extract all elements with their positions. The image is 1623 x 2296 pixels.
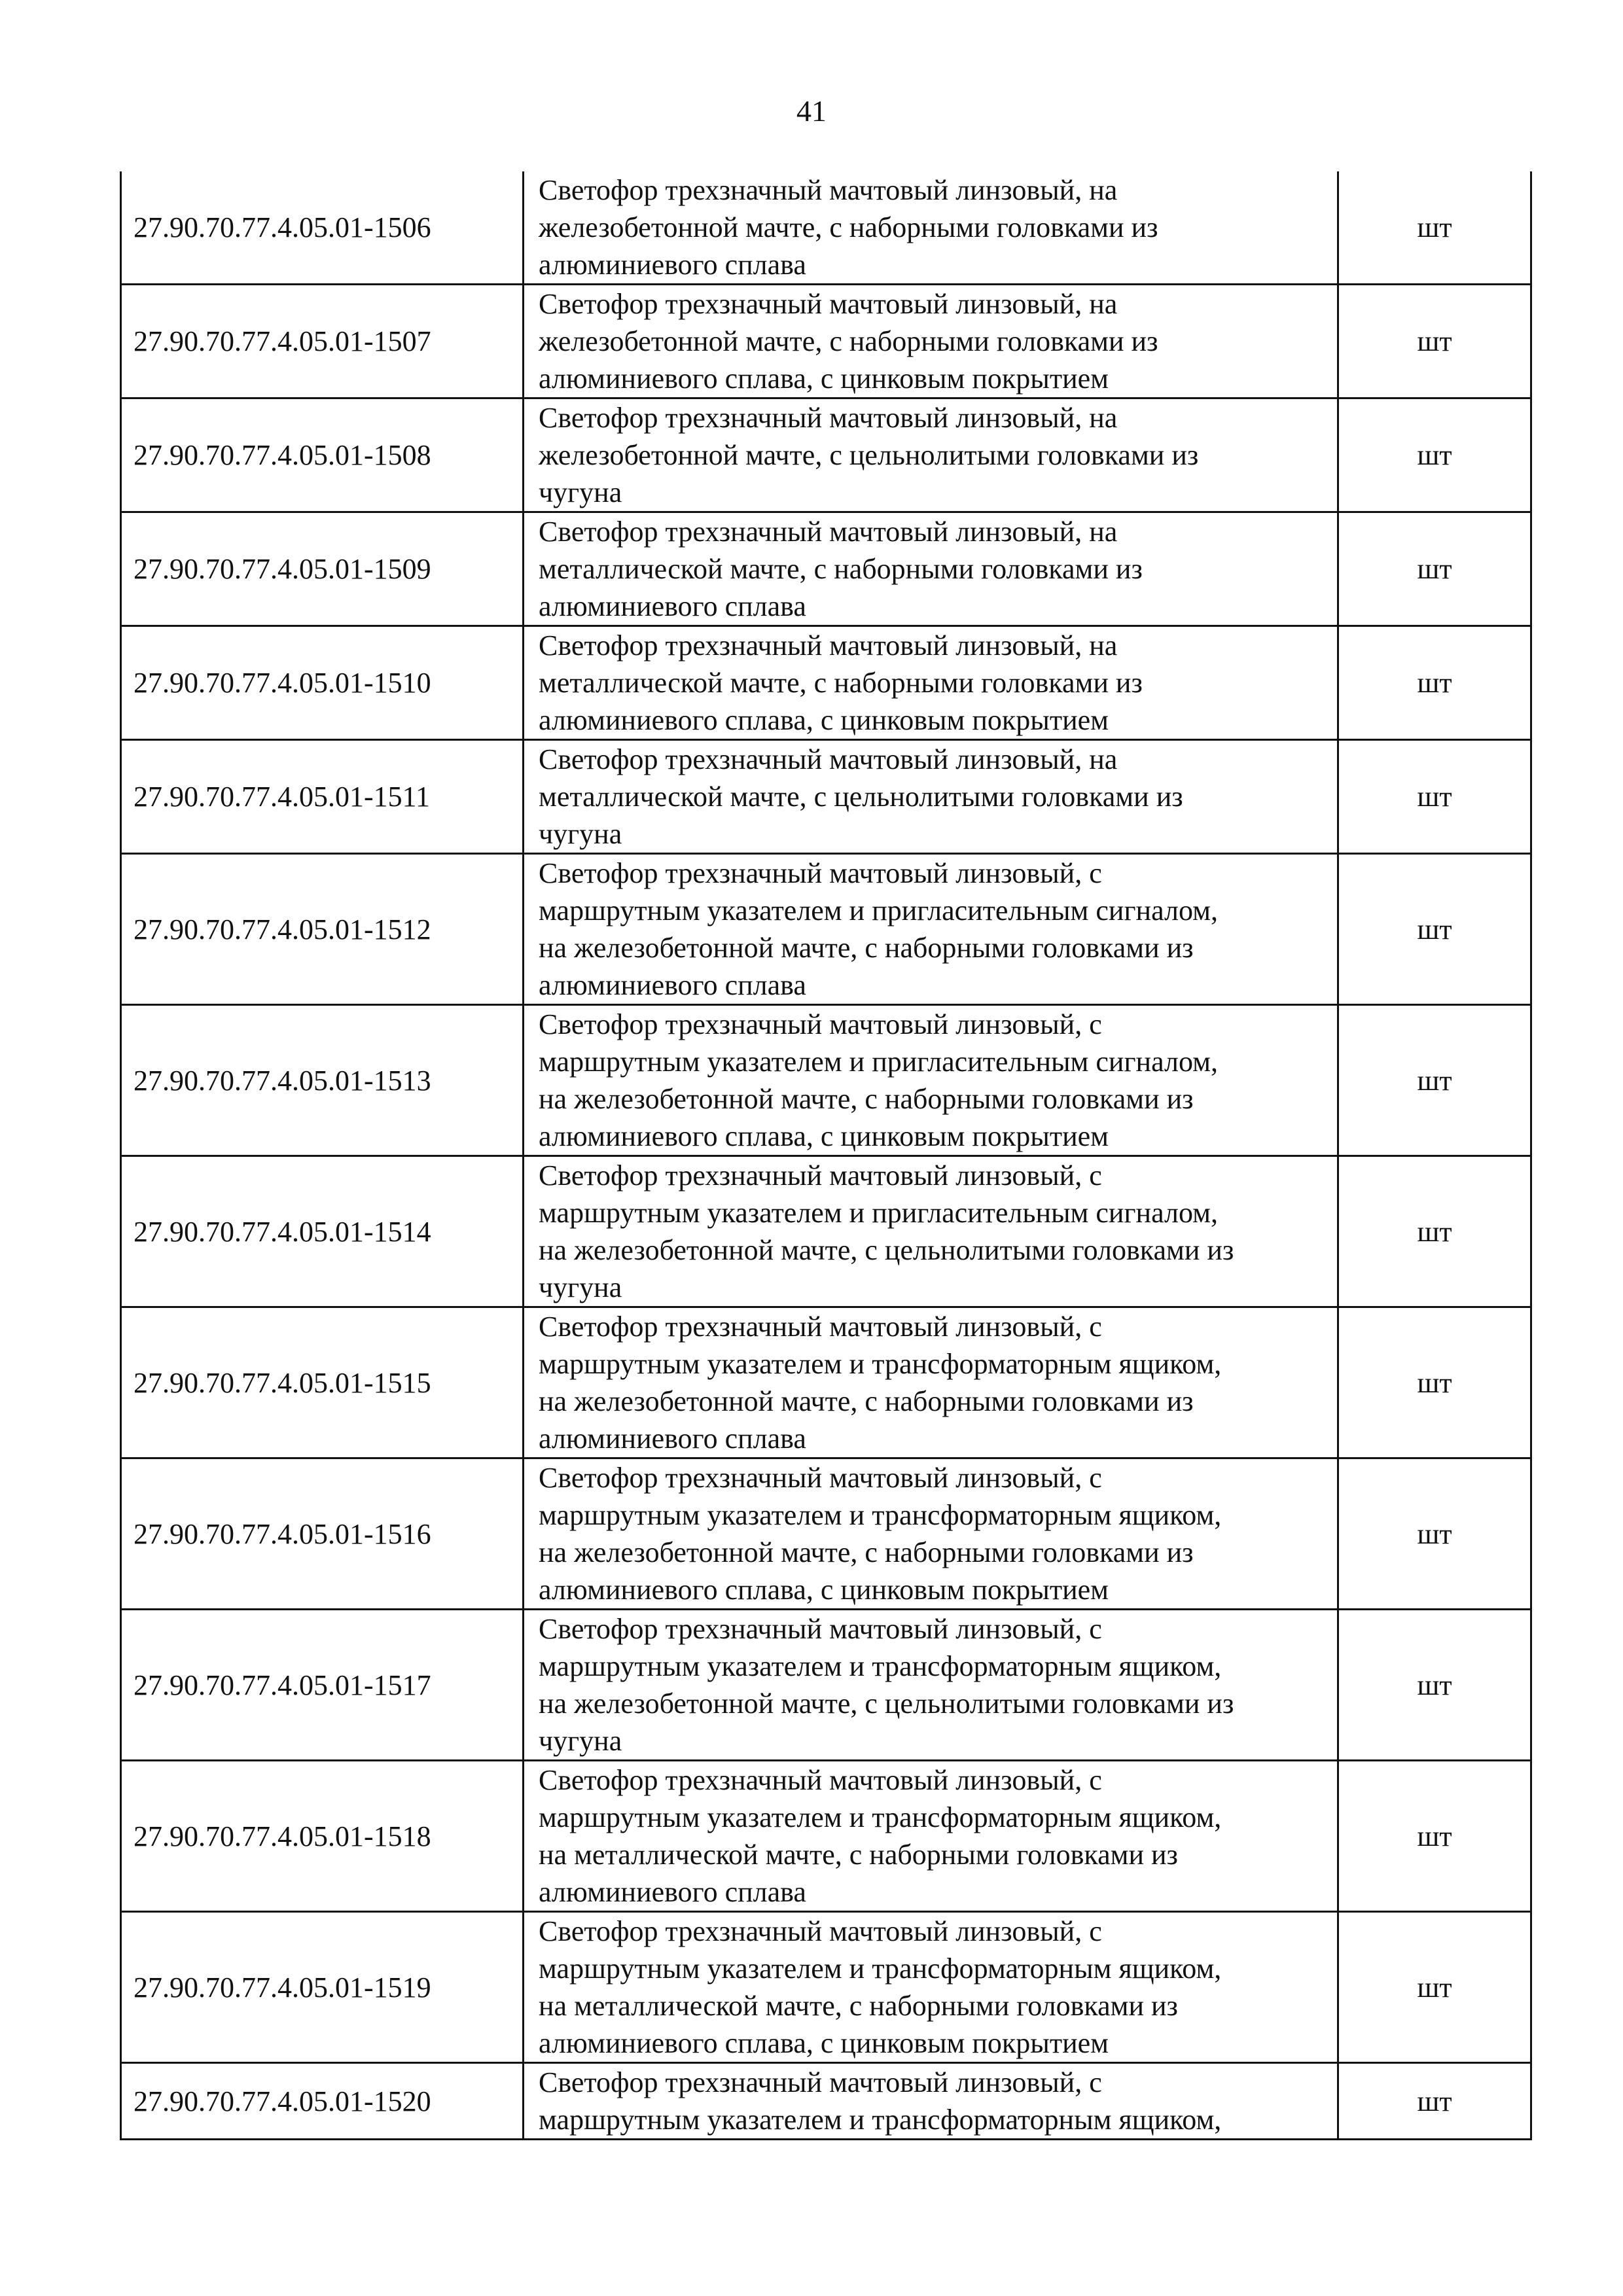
- table-row: [121, 1610, 1531, 1761]
- resource-name-line: Светофор трехзначный мачтовый линзовый, на: [539, 743, 1118, 775]
- table-row: [121, 1458, 1531, 1610]
- resource-name-line: алюминиевого сплава: [539, 590, 806, 622]
- resource-name-line: на металлической мачте, с наборными головками из: [539, 1990, 1178, 2022]
- resource-code-cell: 27.90.70.77.4.05.01-1513: [121, 1005, 524, 1156]
- resource-name-line: Светофор трехзначный мачтовый линзовый, на: [539, 174, 1118, 206]
- resource-name-line: Светофор трехзначный мачтовый линзовый, на: [539, 629, 1118, 662]
- resource-name-cell: [524, 1005, 1338, 1156]
- resource-name-cell: [524, 1307, 1338, 1458]
- resource-name-line: Светофор трехзначный мачтовый линзовый, с: [539, 857, 1102, 889]
- page-number: 41: [796, 94, 827, 128]
- resource-name-line: алюминиевого сплава: [539, 969, 806, 1001]
- resource-name-line: маршрутным указателем и трансформаторным ящиком,: [539, 1801, 1222, 1833]
- resource-name-line: металлической мачте, с цельнолитыми головками из: [539, 781, 1183, 813]
- resource-name-line: на железобетонной мачте, с цельнолитыми головками из: [539, 1234, 1234, 1266]
- resource-name-line: на железобетонной мачте, с наборными головками из: [539, 1536, 1194, 1568]
- unit-cell: шт: [1338, 512, 1531, 626]
- resource-code-cell: 27.90.70.77.4.05.01-1519: [121, 1912, 524, 2063]
- resource-name-line: металлической мачте, с наборными головками из: [539, 667, 1143, 699]
- resource-name-line: Светофор трехзначный мачтовый линзовый, с: [539, 1159, 1102, 1192]
- resource-code-cell: 27.90.70.77.4.05.01-1520: [121, 2063, 524, 2140]
- resource-name-line: Светофор трехзначный мачтовый линзовый, с: [539, 1311, 1102, 1343]
- resource-name-line: железобетонной мачте, с цельнолитыми головками из: [539, 439, 1199, 471]
- table-row: [121, 2063, 1531, 2140]
- table-row: [121, 285, 1531, 398]
- resource-name-line: маршрутным указателем и трансформаторным ящиком,: [539, 1952, 1222, 1985]
- resource-name-line: маршрутным указателем и трансформаторным ящиком,: [539, 1499, 1222, 1531]
- resource-code-cell: 27.90.70.77.4.05.01-1507: [121, 285, 524, 398]
- resource-name-line: Светофор трехзначный мачтовый линзовый, на: [539, 516, 1118, 548]
- resource-name-line: алюминиевого сплава: [539, 1422, 806, 1455]
- table-row: [121, 740, 1531, 854]
- resource-code-cell: 27.90.70.77.4.05.01-1510: [121, 626, 524, 740]
- unit-cell: шт: [1338, 1761, 1531, 1912]
- resource-name-line: алюминиевого сплава, с цинковым покрытием: [539, 362, 1109, 395]
- resource-name-line: алюминиевого сплава: [539, 249, 806, 281]
- resource-name-line: металлической мачте, с наборными головками из: [539, 553, 1143, 585]
- table-row: [121, 1912, 1531, 2063]
- table-row: [121, 512, 1531, 626]
- table-row: [121, 1005, 1531, 1156]
- resource-name-line: чугуна: [539, 1271, 622, 1303]
- resource-name-cell: [524, 740, 1338, 854]
- resource-name-line: маршрутным указателем и трансформаторным ящиком,: [539, 2104, 1222, 2136]
- resource-code-cell: 27.90.70.77.4.05.01-1506: [121, 171, 524, 285]
- resource-name-cell: [524, 398, 1338, 512]
- resource-name-cell: [524, 2063, 1338, 2140]
- resource-name-line: Светофор трехзначный мачтовый линзовый, с: [539, 1462, 1102, 1494]
- resource-code-cell: 27.90.70.77.4.05.01-1514: [121, 1156, 524, 1307]
- resource-name-line: чугуна: [539, 476, 622, 508]
- resource-table: [120, 171, 1532, 2140]
- resource-name-line: маршрутным указателем и трансформаторным ящиком,: [539, 1348, 1222, 1380]
- resource-name-line: маршрутным указателем и пригласительным сигналом,: [539, 1046, 1218, 1078]
- resource-code-cell: 27.90.70.77.4.05.01-1517: [121, 1610, 524, 1761]
- resource-code-cell: 27.90.70.77.4.05.01-1515: [121, 1307, 524, 1458]
- resource-name-line: алюминиевого сплава, с цинковым покрытием: [539, 1120, 1109, 1152]
- resource-table-body: [121, 171, 1531, 2140]
- table-row: [121, 398, 1531, 512]
- resource-code-cell: 27.90.70.77.4.05.01-1512: [121, 854, 524, 1005]
- resource-name-line: Светофор трехзначный мачтовый линзовый, с: [539, 1915, 1102, 1947]
- resource-name-line: чугуна: [539, 818, 622, 850]
- resource-name-line: на железобетонной мачте, с цельнолитыми головками из: [539, 1687, 1234, 1720]
- resource-name-line: железобетонной мачте, с наборными головками из: [539, 211, 1158, 243]
- unit-cell: шт: [1338, 398, 1531, 512]
- unit-cell: шт: [1338, 2063, 1531, 2140]
- resource-name-cell: [524, 854, 1338, 1005]
- unit-cell: шт: [1338, 1005, 1531, 1156]
- resource-code-cell: 27.90.70.77.4.05.01-1516: [121, 1458, 524, 1610]
- resource-name-cell: [524, 1610, 1338, 1761]
- resource-name-cell: [524, 626, 1338, 740]
- table-row: [121, 171, 1531, 285]
- resource-table-container: [120, 171, 1530, 2140]
- resource-code-cell: 27.90.70.77.4.05.01-1508: [121, 398, 524, 512]
- resource-name-cell: [524, 1156, 1338, 1307]
- resource-name-line: алюминиевого сплава, с цинковым покрытием: [539, 2027, 1109, 2059]
- unit-cell: шт: [1338, 626, 1531, 740]
- unit-cell: шт: [1338, 1307, 1531, 1458]
- unit-cell: шт: [1338, 285, 1531, 398]
- resource-name-line: чугуна: [539, 1725, 622, 1757]
- unit-cell: шт: [1338, 1610, 1531, 1761]
- unit-cell: шт: [1338, 1912, 1531, 2063]
- table-row: [121, 1156, 1531, 1307]
- resource-name-line: Светофор трехзначный мачтовый линзовый, на: [539, 402, 1118, 434]
- resource-name-line: на железобетонной мачте, с наборными головками из: [539, 1385, 1194, 1417]
- resource-name-line: Светофор трехзначный мачтовый линзовый, с: [539, 1764, 1102, 1796]
- resource-name-line: Светофор трехзначный мачтовый линзовый, с: [539, 2066, 1102, 2098]
- unit-cell: шт: [1338, 854, 1531, 1005]
- resource-name-line: на железобетонной мачте, с наборными головками из: [539, 932, 1194, 964]
- resource-name-cell: [524, 1912, 1338, 2063]
- resource-name-cell: [524, 1761, 1338, 1912]
- resource-name-line: Светофор трехзначный мачтовый линзовый, на: [539, 288, 1118, 320]
- resource-name-cell: [524, 1458, 1338, 1610]
- resource-name-line: на железобетонной мачте, с наборными головками из: [539, 1083, 1194, 1115]
- table-row: [121, 1307, 1531, 1458]
- table-row: [121, 626, 1531, 740]
- resource-name-line: Светофор трехзначный мачтовый линзовый, с: [539, 1613, 1102, 1645]
- resource-code-cell: 27.90.70.77.4.05.01-1511: [121, 740, 524, 854]
- unit-cell: шт: [1338, 1458, 1531, 1610]
- resource-name-line: маршрутным указателем и трансформаторным ящиком,: [539, 1650, 1222, 1682]
- resource-name-line: алюминиевого сплава, с цинковым покрытием: [539, 704, 1109, 736]
- resource-name-line: маршрутным указателем и пригласительным сигналом,: [539, 894, 1218, 927]
- resource-code-cell: 27.90.70.77.4.05.01-1509: [121, 512, 524, 626]
- resource-name-line: железобетонной мачте, с наборными головками из: [539, 325, 1158, 357]
- unit-cell: шт: [1338, 171, 1531, 285]
- table-row: [121, 854, 1531, 1005]
- resource-name-line: Светофор трехзначный мачтовый линзовый, с: [539, 1008, 1102, 1040]
- unit-cell: шт: [1338, 1156, 1531, 1307]
- resource-name-cell: [524, 512, 1338, 626]
- resource-name-line: алюминиевого сплава, с цинковым покрытием: [539, 1574, 1109, 1606]
- table-row: [121, 1761, 1531, 1912]
- unit-cell: шт: [1338, 740, 1531, 854]
- resource-name-cell: [524, 171, 1338, 285]
- resource-name-line: на металлической мачте, с наборными головками из: [539, 1839, 1178, 1871]
- resource-name-cell: [524, 285, 1338, 398]
- resource-name-line: алюминиевого сплава: [539, 1876, 806, 1908]
- resource-name-line: маршрутным указателем и пригласительным сигналом,: [539, 1197, 1218, 1229]
- resource-code-cell: 27.90.70.77.4.05.01-1518: [121, 1761, 524, 1912]
